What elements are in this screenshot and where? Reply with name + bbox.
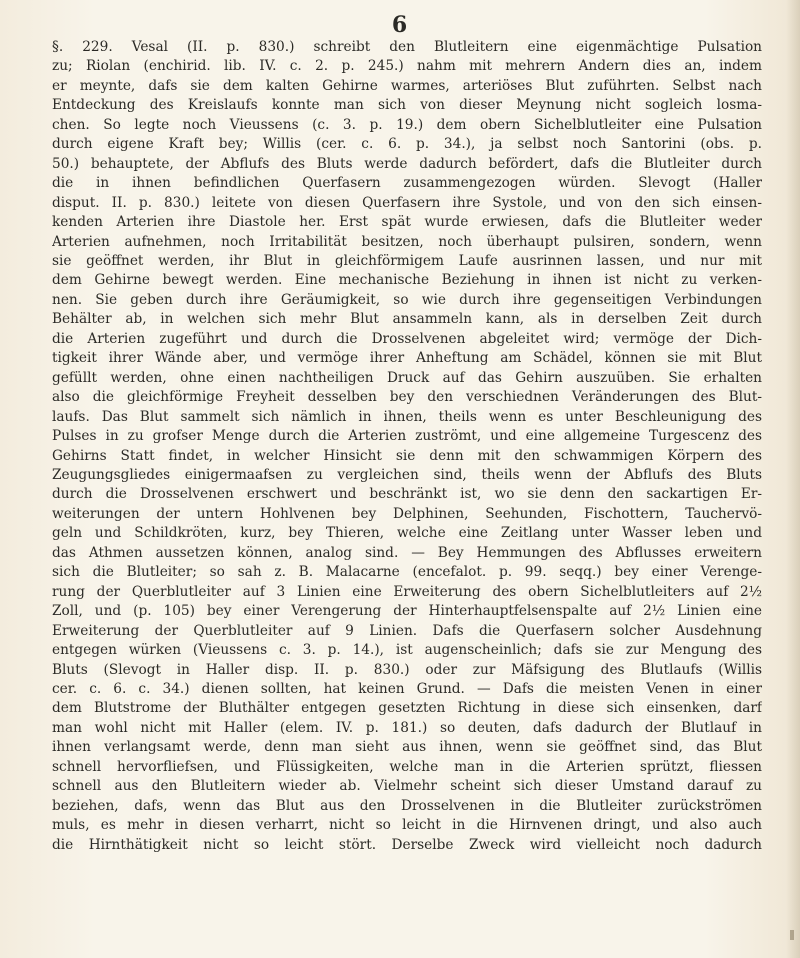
text-line: sich die Blutleiter; so sah z. B. Malacarne (encefalot. p. 99. seqq.) bey einer Verenge- [52,564,762,581]
text-line: laufs. Das Blut sammelt sich nämlich in ihnen, theils wenn es unter Beschleunigung des [52,408,762,425]
page-number: 6 [391,12,409,38]
text-line: beziehen, dafs, wenn das Blut aus den Drosselvenen in die Blutleiter zurückströmen [52,797,762,814]
text-line: die Arterien zugeführt und durch die Drosselvenen abgeleitet wird; vermöge der Dich- [52,330,762,347]
text-line: also die gleichförmige Freyheit desselben bey den verschiednen Veränderungen des Blut- [52,389,762,406]
text-line: kenden Arterien ihre Diastole her. Erst spät wurde erwiesen, dafs die Blutleiter weder [52,214,762,231]
text-line: man wohl nicht mit Haller (elem. IV. p. 181.) so deuten, dafs dadurch der Blutlauf in [52,719,762,736]
text-line: die in ihnen befindlichen Querfasern zusammengezogen würden. Slevogt (Haller [52,175,762,192]
text-line: zu; Riolan (enchirid. lib. IV. c. 2. p. 245.) nahm mit mehrern Andern dies an, indem [52,58,762,75]
text-line: rung der Querblutleiter auf 3 Linien eine Erweiterung des obern Sichelblutleiters auf 2½ [52,583,762,600]
text-line: weiterungen der untern Hohlvenen bey Delphinen, Seehunden, Fischottern, Tauchervö- [52,505,762,522]
text-line: gefüllt werden, ohne einen nachtheiligen Druck auf das Gehirn auszuüben. Sie erhalten [52,369,762,386]
text-line: er meynte, dafs sie dem kalten Gehirne warmes, arteriöses Blut zuführten. Selbst nach [52,77,762,94]
text-line: durch eigene Kraft bey; Willis (cer. c. 6. p. 34.), ja selbst noch Santorini (obs. p. [52,136,762,153]
text-line: Gehirns Statt findet, in welcher Hinsicht sie denn mit den schwammigen Körpern des [52,447,762,464]
text-line: Entdeckung des Kreislaufs konnte man sich von dieser Meynung nicht sogleich losma- [52,97,762,114]
text-line: §. 229. Vesal (II. p. 830.) schreibt den Blutleitern eine eigenmächtige Pulsation [52,39,762,55]
text-line: 50.) behauptete, der Abflufs des Bluts werde dadurch befördert, dafs die Blutleiter durch [52,155,762,172]
text-line: Zoll, und (p. 105) bey einer Verengerung der Hinterhauptfelsenspalte auf 2½ Linien eine [52,603,762,620]
body-text [52,38,762,855]
text-line: chen. So legte noch Vieussens (c. 3. p. 19.) dem obern Sichelblutleiter eine Pulsation [52,116,762,133]
text-line: disput. II. p. 830.) leitete von diesen Querfasern ihre Systole, und von den sich einsen- [52,194,762,211]
text-line: sie geöffnet werden, ihr Blut in gleichförmigem Laufe ausrinnen lassen, und nur mit [52,252,762,269]
text-line: schnell hervorfliefsen, und Flüssigkeiten, welche man in die Arterien sprützt, fliessen [52,758,762,775]
page-edge-shadow [786,0,800,958]
text-line: Zeugungsgliedes einigermaafsen zu vergleichen sind, theils wenn der Abflufs des Bluts [52,466,762,483]
text-line: entgegen würken (Vieussens c. 3. p. 14.), ist augenscheinlich; dafs sie zur Mengung des [52,642,762,659]
text-line: Arterien aufnehmen, noch Irritabilität besitzen, noch überhaupt pulsiren, sondern, wenn [52,233,762,250]
text-line: geln und Schildkröten, kurz, bey Thieren, welche eine Zeitlang unter Wasser leben und [52,525,762,542]
text-line: cer. c. 6. c. 34.) dienen sollten, hat keinen Grund. — Dafs die meisten Venen in einer [52,680,762,697]
text-line: muls, es mehr in diesen verharrt, nicht so leicht in die Hirnvenen dringt, und also auch [52,817,762,834]
text-line: die Hirnthätigkeit nicht so leicht stört. Derselbe Zweck wird vielleicht noch dadurch [52,836,762,853]
text-line: dem Gehirne bewegt werden. Eine mechanische Beziehung in ihnen ist nicht zu verken- [52,272,762,289]
text-line: Pulses in zu grofser Menge durch die Arterien zuströmt, und eine allgemeine Turgescenz des [52,428,762,445]
text-line: nen. Sie geben durch ihre Geräumigkeit, so wie durch ihre gegenseitigen Verbindungen [52,291,762,308]
text-line: schnell aus den Blutleitern wieder ab. Vielmehr scheint sich dieser Umstand darauf zu [52,778,762,795]
text-line: dem Blutstrome der Bluthälter entgegen gesetzten Richtung in diese sich einsenken, darf [52,700,762,717]
text-line: Bluts (Slevogt in Haller disp. II. p. 830.) oder zur Mäfsigung des Blutlaufs (Willis [52,661,762,678]
text-line: Erweiterung der Querblutleiter auf 9 Linien. Dafs die Querfasern solcher Ausdehnung [52,622,762,639]
text-line: Behälter ab, in welchen sich mehr Blut ansammeln kann, als in derselben Zeit durch [52,311,762,328]
text-line: tigkeit ihrer Wände aber, und vermöge ihrer Anheftung am Schädel, können sie mit Blut [52,350,762,367]
text-line: das Athmen aussetzen können, analog sind. — Bey Hemmungen des Abflusses erweitern [52,544,762,561]
page-edge-mark [790,930,794,940]
text-line: durch die Drosselvenen erschwert und beschränkt ist, wo sie denn den sackartigen Er- [52,486,762,503]
text-line: ihnen verlangsamt werde, denn man sieht aus ihnen, wenn sie geöffnet sind, das Blut [52,739,762,756]
